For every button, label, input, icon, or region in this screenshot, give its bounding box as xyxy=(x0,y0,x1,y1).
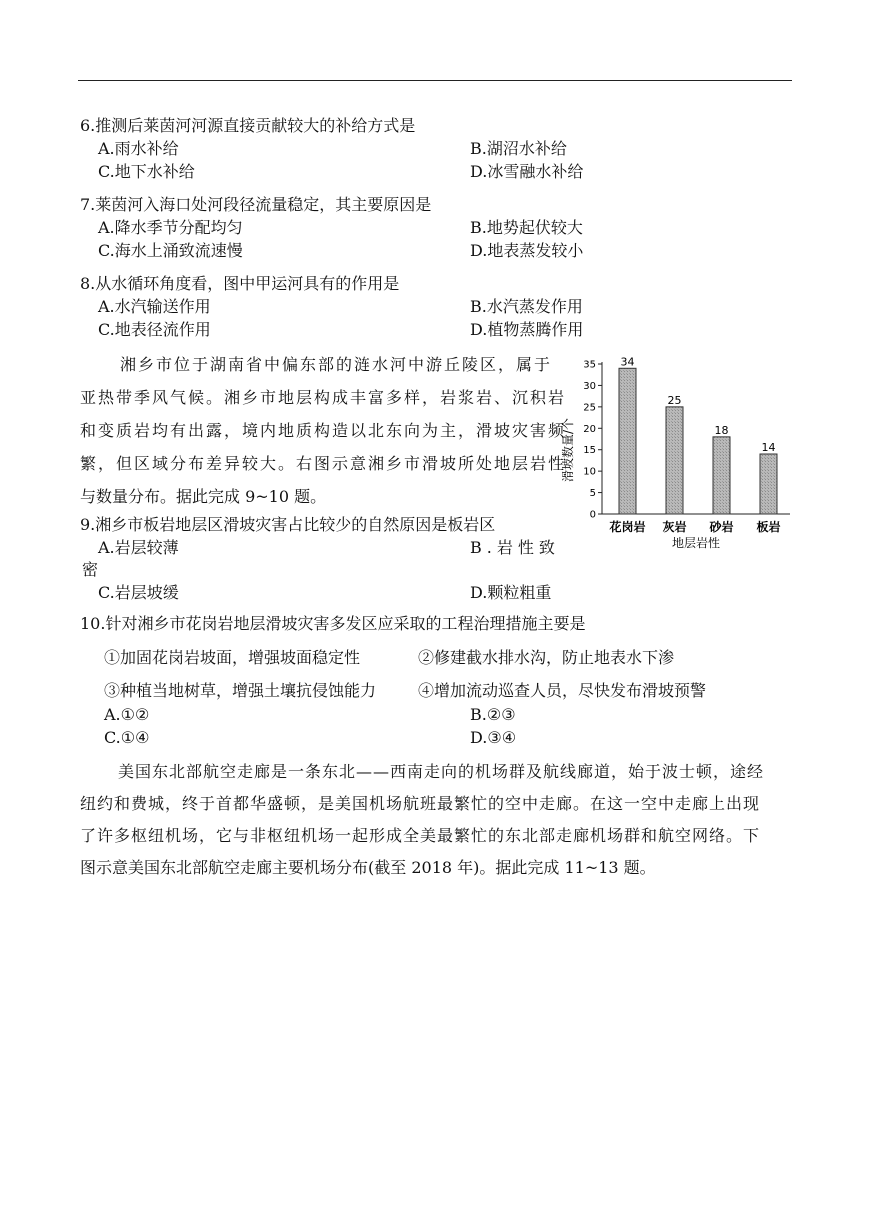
question-10-item-4: ④增加流动巡查人员，尽快发布滑坡预警 xyxy=(418,681,707,700)
question-7-option-b: B.地势起伏较大 xyxy=(470,218,583,237)
chart-y-tick-label: 5 xyxy=(589,488,596,500)
chart-category-label: 砂岩 xyxy=(709,520,734,534)
question-10-item-2: ②修建截水排水沟，防止地表水下渗 xyxy=(418,648,675,667)
passage-line: 亚热带季风气候。湘乡市地层构成丰富多样，岩浆岩、沉积岩 xyxy=(80,388,567,407)
question-10-option-a: A.①② xyxy=(104,705,150,724)
chart-data-label: 25 xyxy=(667,393,682,407)
question-9-option-b: B.岩性致 xyxy=(470,538,560,557)
question-8-option-a: A.水汽输送作用 xyxy=(98,297,211,316)
question-6-option-b: B.湖沼水补给 xyxy=(470,139,567,158)
question-8-option-b: B.水汽蒸发作用 xyxy=(470,297,583,316)
question-7-stem: 7.莱茵河入海口处河段径流量稳定，其主要原因是 xyxy=(80,195,432,214)
question-7-option-a: A.降水季节分配均匀 xyxy=(98,218,243,237)
question-9-option-d: D.颗粒粗重 xyxy=(470,583,552,602)
question-8-option-c: C.地表径流作用 xyxy=(98,320,211,339)
passage-line: 繁，但区域分布差异较大。右图示意湘乡市滑坡所处地层岩性 xyxy=(80,454,567,473)
passage-line: 了许多枢纽机场，它与非枢纽机场一起形成全美最繁忙的东北部走廊机场群和航空网络。下 xyxy=(80,826,761,845)
chart-data-label: 14 xyxy=(761,441,776,454)
passage-line: 和变质岩均有出露，境内地质构造以北东向为主，滑坡灾害频 xyxy=(80,421,567,440)
question-10-item-3: ③种植当地树草，增强土壤抗侵蚀能力 xyxy=(104,681,377,700)
passage-line: 与数量分布。据此完成 9~10 题。 xyxy=(80,487,327,506)
question-8-stem: 8.从水循环角度看，图中甲运河具有的作用是 xyxy=(80,274,400,293)
question-7-option-c: C.海水上涌致流速慢 xyxy=(98,241,243,260)
chart-y-tick-label: 10 xyxy=(583,466,596,478)
passage-airline-corridor xyxy=(80,756,792,884)
passage-line: 湘乡市位于湖南省中偏东部的涟水河中游丘陵区，属于 xyxy=(120,355,553,374)
chart-bars xyxy=(619,355,777,514)
question-9-option-c: C.岩层坡缓 xyxy=(98,583,179,602)
chart-y-tick-label: 0 xyxy=(589,509,596,521)
question-8-option-d: D.植物蒸腾作用 xyxy=(470,320,584,339)
chart-y-tick-label: 15 xyxy=(583,445,596,457)
chart-x-tick-labels xyxy=(608,519,780,534)
question-10-option-d: D.③④ xyxy=(470,728,517,747)
question-10-stem: 10.针对湘乡市花岗岩地层滑坡灾害多发区应采取的工程治理措施主要是 xyxy=(80,614,586,633)
question-10-option-b: B.②③ xyxy=(470,705,516,724)
chart-category-label: 板岩 xyxy=(756,520,781,534)
chart-y-tick-label: 35 xyxy=(583,359,596,371)
question-9-option-b-wrap: 密 xyxy=(82,560,99,579)
question-6-stem: 6.推测后莱茵河河源直接贡献较大的补给方式是 xyxy=(80,116,416,135)
passage-line: 美国东北部航空走廊是一条东北——西南走向的机场群及航线廊道，始于波士顿，途经 xyxy=(118,762,765,781)
header-rule xyxy=(78,80,792,81)
question-6-option-a: A.雨水补给 xyxy=(98,139,179,158)
question-9-option-a: A.岩层较薄 xyxy=(98,538,179,557)
chart-y-tick-label: 25 xyxy=(583,402,596,414)
chart-y-tick-label: 30 xyxy=(583,380,596,392)
question-6-option-c: C.地下水补给 xyxy=(98,162,195,181)
chart-y-tick-label: 20 xyxy=(583,423,596,435)
chart-bar xyxy=(619,368,636,514)
question-10-option-c: C.①④ xyxy=(104,728,150,747)
chart-data-label: 34 xyxy=(620,355,635,369)
question-9-stem: 9.湘乡市板岩地层区滑坡灾害占比较少的自然原因是板岩区 xyxy=(80,515,496,534)
chart-category-label: 花岗岩 xyxy=(609,520,646,534)
passage-xiangxiang xyxy=(80,348,567,513)
chart-category-label: 灰岩 xyxy=(662,520,687,534)
question-6-option-d: D.冰雪融水补给 xyxy=(470,162,584,181)
chart-bar xyxy=(713,437,730,514)
chart-data-label: 18 xyxy=(714,423,729,437)
question-10-item-1: ①加固花岗岩坡面，增强坡面稳定性 xyxy=(104,648,361,667)
chart-bar xyxy=(666,407,683,514)
chart-x-axis-label: 地层岩性 xyxy=(671,536,721,550)
question-7-option-d: D.地表蒸发较小 xyxy=(470,241,584,260)
chart-bar xyxy=(760,454,777,514)
passage-line: 纽约和费城，终于首都华盛顿，是美国机场航班最繁忙的空中走廊。在这一空中走廊上出现 xyxy=(80,794,761,813)
chart-y-ticks xyxy=(583,360,602,521)
landslide-lithology-chart xyxy=(558,350,798,556)
passage-line: 图示意美国东北部航空走廊主要机场分布(截至 2018 年)。据此完成 11~13 题。 xyxy=(80,858,656,877)
chart-y-axis-label: 滑坡数量/个 xyxy=(561,417,575,483)
